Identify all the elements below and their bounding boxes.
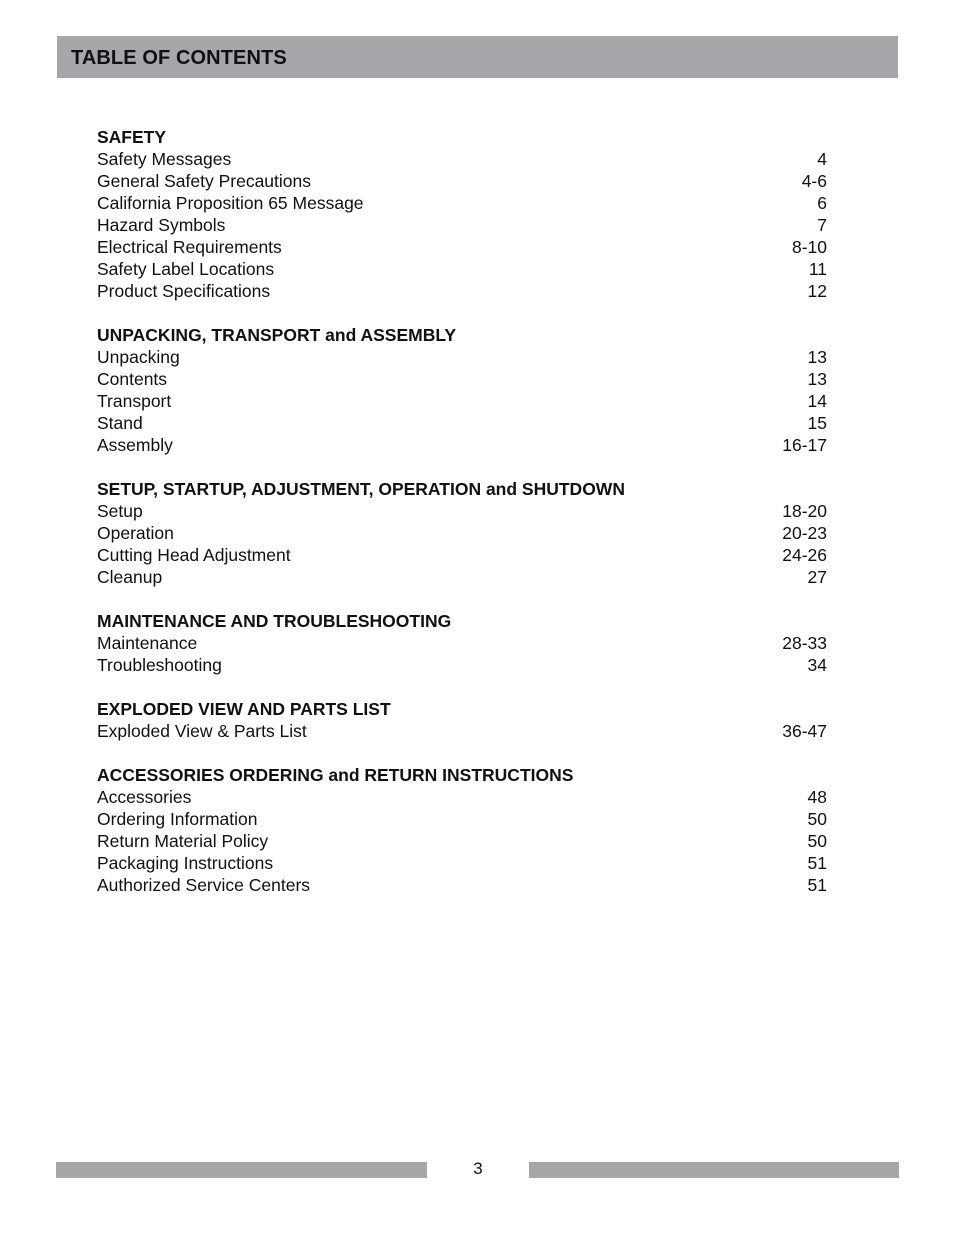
section-heading: SETUP, STARTUP, ADJUSTMENT, OPERATION and SHUTDOWN [97,479,625,499]
toc-section [97,764,827,896]
entry-page-number: 16-17 [782,435,827,455]
entry-label: Cleanup [97,567,163,587]
toc-entry [97,346,827,368]
entry-page-number: 4 [817,149,827,169]
entry-label: Exploded View & Parts List [97,721,307,741]
entry-label: Product Specifications [97,281,271,301]
toc-entry [97,874,827,896]
entry-label: Maintenance [97,633,198,653]
entry-label: California Proposition 65 Message [97,193,364,213]
toc-entry [97,258,827,280]
entry-page-number: 27 [807,567,827,587]
entry-label: Unpacking [97,347,180,367]
entry-page-number: 51 [807,875,827,895]
entry-page-number: 7 [817,215,827,235]
toc-entry [97,632,827,654]
toc-section [97,698,827,742]
entry-label: Transport [97,391,172,411]
toc-entry [97,148,827,170]
entry-page-number: 20-23 [782,523,827,543]
entry-label: Cutting Head Adjustment [97,545,291,565]
footer-bar-left [56,1162,427,1178]
entry-label: Troubleshooting [97,655,222,675]
entry-page-number: 15 [807,413,827,433]
entry-label: Safety Label Locations [97,259,275,279]
entry-page-number: 51 [807,853,827,873]
toc-section [97,478,827,588]
toc-entry [97,368,827,390]
entry-page-number: 50 [807,809,827,829]
entry-label: Operation [97,523,174,543]
toc-section [97,324,827,456]
toc-entry [97,390,827,412]
entry-label: Setup [97,501,143,521]
toc-entry [97,236,827,258]
table-of-contents [97,126,827,918]
toc-entry [97,434,827,456]
toc-entry [97,192,827,214]
entry-label: Contents [97,369,168,389]
entry-page-number: 24-26 [782,545,827,565]
toc-entry [97,830,827,852]
toc-entry [97,566,827,588]
entry-page-number: 11 [808,259,827,279]
entry-label: Accessories [97,787,192,807]
entry-label: Packaging Instructions [97,853,274,873]
entry-label: Stand [97,413,143,433]
entry-page-number: 14 [807,391,827,411]
toc-section [97,610,827,676]
entry-page-number: 48 [807,787,827,807]
entry-label: Ordering Information [97,809,258,829]
toc-entry [97,522,827,544]
toc-entry [97,544,827,566]
entry-page-number: 34 [807,655,827,675]
entry-page-number: 6 [817,193,827,213]
toc-entry [97,280,827,302]
entry-page-number: 28-33 [782,633,827,653]
toc-entry [97,500,827,522]
entry-label: Hazard Symbols [97,215,226,235]
section-heading: SAFETY [97,127,167,147]
entry-page-number: 8-10 [791,237,827,257]
entry-label: Return Material Policy [97,831,269,851]
entry-page-number: 12 [807,281,827,301]
section-heading: ACCESSORIES ORDERING and RETURN INSTRUCTIONS [97,765,574,785]
entry-page-number: 4-6 [801,171,827,191]
toc-entry [97,214,827,236]
entry-label: Electrical Requirements [97,237,282,257]
toc-section [97,126,827,302]
toc-entry [97,720,827,742]
entry-label: Authorized Service Centers [97,875,311,895]
entry-label: General Safety Precautions [97,171,312,191]
page-number: 3 [473,1159,483,1178]
section-heading: UNPACKING, TRANSPORT and ASSEMBLY [97,325,457,345]
entry-label: Assembly [97,435,173,455]
toc-entry [97,808,827,830]
entry-page-number: 50 [807,831,827,851]
section-heading: EXPLODED VIEW AND PARTS LIST [97,699,391,719]
footer-bar-right [529,1162,899,1178]
toc-entry [97,170,827,192]
page-title: TABLE OF CONTENTS [71,47,287,69]
section-heading: MAINTENANCE AND TROUBLESHOOTING [97,611,452,631]
entry-page-number: 18-20 [782,501,827,521]
header-bar [57,36,898,78]
entry-label: Safety Messages [97,149,232,169]
toc-entry [97,786,827,808]
toc-entry [97,412,827,434]
toc-entry [97,654,827,676]
entry-page-number: 36-47 [782,721,827,741]
entry-page-number: 13 [807,369,827,389]
toc-entry [97,852,827,874]
entry-page-number: 13 [807,347,827,367]
